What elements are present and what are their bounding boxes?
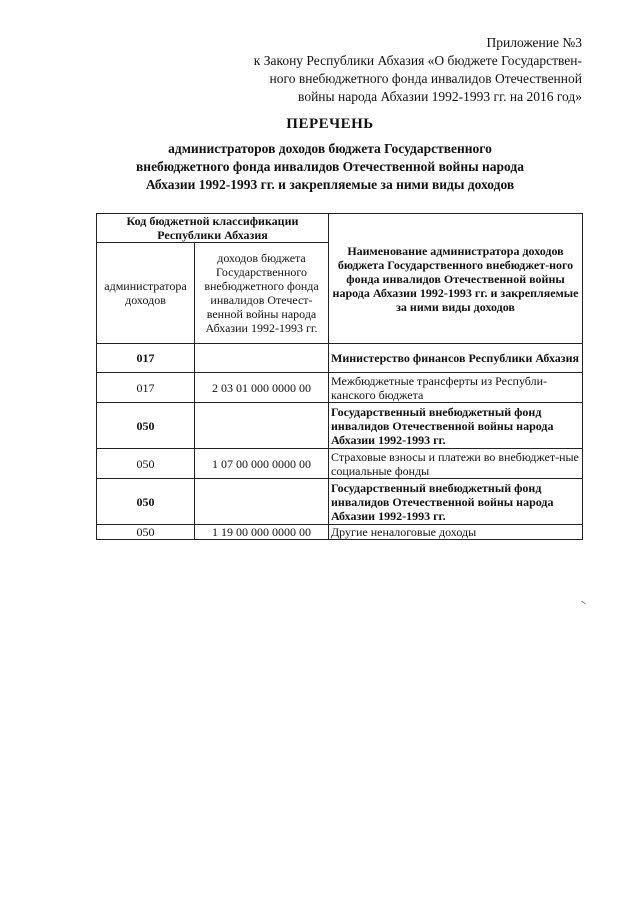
cell-admin-code: 050 xyxy=(97,479,195,525)
table-row xyxy=(97,525,583,540)
header-administrator-code: администратора доходов xyxy=(97,243,195,344)
header-classification-code: Код бюджетной классификации Республики Абхазия xyxy=(97,214,329,243)
table-row xyxy=(97,344,583,373)
cell-admin-code: 050 xyxy=(97,449,195,479)
subtitle-line-1: администраторов доходов бюджета Государственного xyxy=(168,141,492,156)
scan-speck xyxy=(581,601,586,605)
table-row xyxy=(97,479,583,525)
administrators-table xyxy=(96,213,583,540)
table-row xyxy=(97,403,583,449)
subtitle-line-2: внебюджетного фонда инвалидов Отечественной войны народа xyxy=(136,159,524,174)
annex-law-line-2: ного внебюджетного фонда инвалидов Отечественной xyxy=(269,71,582,86)
cell-income-code xyxy=(195,344,329,373)
cell-admin-code: 017 xyxy=(97,373,195,403)
cell-admin-code: 050 xyxy=(97,403,195,449)
cell-name: Министерство финансов Республики Абхазия xyxy=(329,344,583,373)
annex-number: Приложение №3 xyxy=(486,35,582,50)
document-subtitle xyxy=(50,140,610,194)
cell-name: Государственный внебюджетный фонд инвалидов Отечественной войны народа Абхазии 1992-1993 гг. xyxy=(329,479,583,525)
cell-income-code: 1 07 00 000 0000 00 xyxy=(195,449,329,479)
cell-admin-code: 017 xyxy=(97,344,195,373)
cell-income-code: 2 03 01 000 0000 00 xyxy=(195,373,329,403)
cell-income-code xyxy=(195,403,329,449)
cell-income-code xyxy=(195,479,329,525)
header-income-code: доходов бюджета Государственного внебюджетного фонда инвалидов Отечест-венной войны народа Абхазии 1992-1993 гг. xyxy=(195,243,329,344)
header-administrator-name: Наименование администратора доходов бюджета Государственного внебюджет-ного фонда инвалидов Отечественной войны народа Абхазии 1992-1993 гг. и закрепляемые за ними виды доходов xyxy=(329,214,583,344)
table-row xyxy=(97,373,583,403)
table-header-row xyxy=(97,214,583,243)
cell-name: Другие неналоговые доходы xyxy=(329,525,583,540)
table-row xyxy=(97,449,583,479)
document-title: ПЕРЕЧЕНЬ xyxy=(286,116,374,132)
annex-law-line-3: войны народа Абхазии 1992-1993 гг. на 2016 год» xyxy=(298,89,582,104)
cell-income-code: 1 19 00 000 0000 00 xyxy=(195,525,329,540)
annex-law-line-1: к Закону Республики Абхазия «О бюджете Государствен- xyxy=(253,53,582,68)
cell-name: Страховые взносы и платежи во внебюджет-ные социальные фонды xyxy=(329,449,583,479)
annex-header xyxy=(254,34,582,106)
cell-name: Государственный внебюджетный фонд инвалидов Отечественной войны народа Абхазии 1992-1993 гг. xyxy=(329,403,583,449)
cell-name: Межбюджетные трансферты из Республи-канского бюджета xyxy=(329,373,583,403)
cell-admin-code: 050 xyxy=(97,525,195,540)
subtitle-line-3: Абхазии 1992-1993 гг. и закрепляемые за ними виды доходов xyxy=(145,177,515,192)
